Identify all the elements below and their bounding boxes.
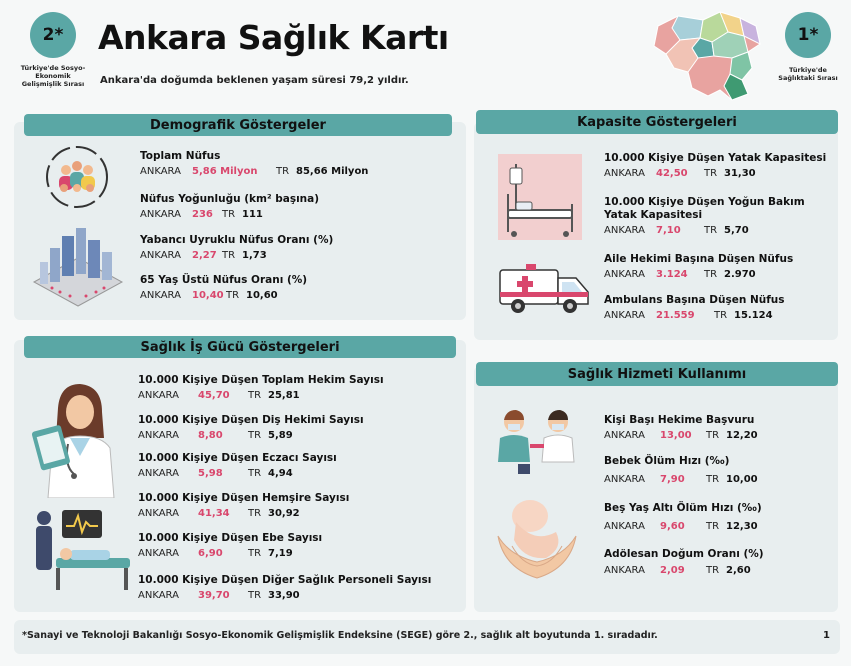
metric-label: Beş Yaş Altı Ölüm Hızı (‰) [604,502,762,514]
tr-label: TR [248,430,262,441]
ankara-value: 7,10 [656,225,681,236]
ankara-value: 7,90 [660,474,685,485]
page-number: 1 [823,630,830,641]
city-label: ANKARA [604,521,645,532]
service-usage-heading: Sağlık Hizmeti Kullanımı [476,362,838,386]
city-label: ANKARA [138,548,179,559]
ankara-map-icon [648,8,768,104]
socioeconomic-rank-caption: Türkiye'de Sosyo-Ekonomik Gelişmişlik Sırası [20,64,86,88]
metric-total-physicians [138,374,384,401]
tr-label: TR [226,290,240,301]
tr-label: TR [706,430,720,441]
metric-midwives [138,532,322,559]
metric-label: 10.000 Kişiye Düşen Toplam Hekim Sayısı [138,374,384,386]
ambulance-icon [496,258,592,316]
metric-label: 10.000 Kişiye Düşen Hemşire Sayısı [138,492,350,504]
city-label: ANKARA [604,474,645,485]
ankara-value: 41,34 [198,508,230,519]
ankara-value: 3.124 [656,269,688,280]
metric-icu-bed-capacity [604,196,814,236]
page-title: Ankara Sağlık Kartı [98,18,449,57]
metric-label: 10.000 Kişiye Düşen Ebe Sayısı [138,532,323,544]
metric-foreign-population [140,234,333,261]
city-label: ANKARA [604,565,645,576]
city-label: ANKARA [604,310,645,321]
tr-value: 5,89 [268,430,293,441]
tr-value: 111 [242,209,263,220]
ankara-value: 9,60 [660,521,685,532]
tr-value: 10,60 [246,290,278,301]
demographic-heading: Demografik Göstergeler [24,114,452,136]
footer [14,620,840,654]
footnote: *Sanayi ve Teknoloji Bakanlığı Sosyo-Ekonomik Gelişmişlik Endeksine (SEGE) göre 2., sağlık alt boyutunda 1. sıradadır. [22,630,658,641]
metric-label: Yabancı Uyruklu Nüfus Oranı (%) [140,234,334,246]
tr-label: TR [276,166,290,177]
metric-label: 10.000 Kişiye Düşen Diş Hekimi Sayısı [138,414,364,426]
metric-ambulance-population [604,294,785,321]
ankara-value: 10,40 [192,290,224,301]
patient-monitor-icon [30,506,134,596]
ankara-value: 45,70 [198,390,230,401]
ankara-value: 39,70 [198,590,230,601]
metric-total-population [140,150,368,177]
ankara-value: 42,50 [656,168,688,179]
baby-in-hands-icon [494,486,580,582]
medical-consultation-icon [494,406,580,478]
city-buildings-icon [30,222,126,308]
metric-family-physician-population [604,253,793,280]
tr-value: 12,20 [726,430,758,441]
tr-value: 1,73 [242,250,267,261]
city-label: ANKARA [604,430,645,441]
tr-value: 2,60 [726,565,751,576]
socioeconomic-rank-badge: 2* [30,12,76,58]
metric-physician-visits [604,414,758,441]
tr-value: 15.124 [734,310,773,321]
city-label: ANKARA [604,269,645,280]
ankara-value: 5,86 Milyon [192,166,258,177]
ankara-value: 236 [192,209,213,220]
metric-label: Aile Hekimi Başına Düşen Nüfus [604,253,794,265]
ankara-value: 21.559 [656,310,695,321]
tr-label: TR [248,390,262,401]
metric-population-density [140,193,319,220]
ankara-value: 2,09 [660,565,685,576]
ankara-value: 8,80 [198,430,223,441]
metric-label: Adölesan Doğum Oranı (%) [604,548,764,560]
city-label: ANKARA [138,508,179,519]
doctor-icon [30,378,126,498]
health-rank-badge: 1* [785,12,831,58]
metric-under5-mortality [604,502,762,532]
tr-value: 85,66 Milyon [296,166,369,177]
metric-label: Ambulans Başına Düşen Nüfus [604,294,785,306]
metric-infant-mortality [604,455,758,485]
metric-label: 10.000 Kişiye Düşen Yatak Kapasitesi [604,152,827,164]
life-expectancy-note: Ankara'da doğumda beklenen yaşam süresi 79,2 yıldır. [100,75,409,86]
tr-value: 5,70 [724,225,749,236]
metric-label: 10.000 Kişiye Düşen Eczacı Sayısı [138,452,337,464]
city-label: ANKARA [138,430,179,441]
tr-value: 7,19 [268,548,293,559]
tr-label: TR [222,250,236,261]
ankara-value: 6,90 [198,548,223,559]
tr-value: 30,92 [268,508,300,519]
metric-dentists [138,414,364,441]
tr-label: TR [706,521,720,532]
city-label: ANKARA [138,590,179,601]
tr-label: TR [706,565,720,576]
city-label: ANKARA [604,168,645,179]
tr-label: TR [714,310,728,321]
city-label: ANKARA [140,250,181,261]
metric-bed-capacity [604,152,826,179]
tr-label: TR [706,474,720,485]
city-label: ANKARA [140,166,181,177]
tr-value: 10,00 [726,474,758,485]
tr-label: TR [704,168,718,179]
tr-value: 2.970 [724,269,756,280]
metric-label: 65 Yaş Üstü Nüfus Oranı (%) [140,274,308,286]
tr-value: 12,30 [726,521,758,532]
tr-value: 25,81 [268,390,300,401]
city-label: ANKARA [140,209,181,220]
tr-label: TR [222,209,236,220]
ankara-value: 13,00 [660,430,692,441]
tr-value: 31,30 [724,168,756,179]
tr-label: TR [248,590,262,601]
tr-value: 33,90 [268,590,300,601]
metric-label: Nüfus Yoğunluğu (km² başına) [140,193,320,205]
ankara-value: 5,98 [198,468,223,479]
tr-label: TR [248,548,262,559]
metric-adolescent-birth-rate [604,548,764,576]
city-label: ANKARA [140,290,181,301]
metric-label: 10.000 Kişiye Düşen Diğer Sağlık Personeli Sayısı [138,574,432,586]
tr-label: TR [248,508,262,519]
tr-label: TR [704,269,718,280]
city-label: ANKARA [604,225,645,236]
metric-over65-population [140,274,307,301]
workforce-heading: Sağlık İş Gücü Göstergeleri [24,336,456,358]
capacity-heading: Kapasite Göstergeleri [476,110,838,134]
metric-label: Kişi Başı Hekime Başvuru [604,414,755,426]
metric-nurses [138,492,349,519]
tr-label: TR [248,468,262,479]
metric-pharmacists [138,452,337,479]
ankara-value: 2,27 [192,250,217,261]
metric-other-health-staff [138,574,431,601]
hospital-bed-icon [498,154,582,240]
metric-label: Bebek Ölüm Hızı (‰) [604,455,730,467]
metric-label: Toplam Nüfus [140,150,221,162]
tr-label: TR [704,225,718,236]
city-label: ANKARA [138,390,179,401]
tr-value: 4,94 [268,468,293,479]
health-rank-caption: Türkiye'de Sağlıktaki Sırası [778,66,838,82]
population-group-icon [44,144,110,210]
city-label: ANKARA [138,468,179,479]
metric-label: 10.000 Kişiye Düşen Yoğun Bakım Yatak Kapasitesi [604,196,805,221]
